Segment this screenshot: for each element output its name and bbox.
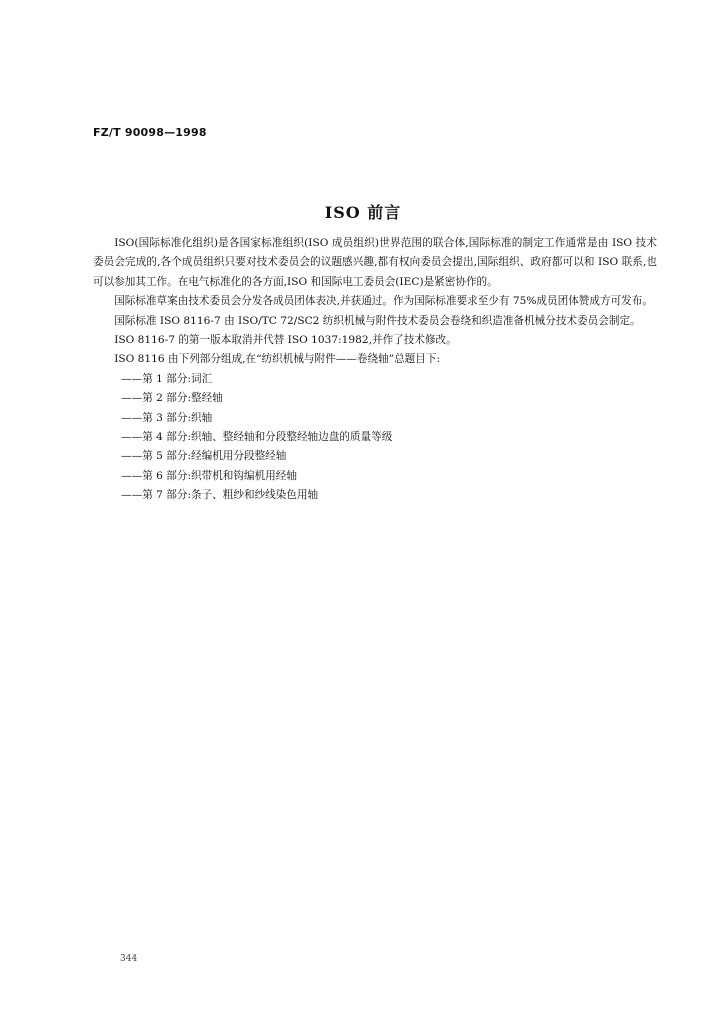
paragraph-iso-intro: ISO(国际标准化组织)是各国家标准组织(ISO 成员组织)世界范围的联合体,国际标准的制定工作通常是由 ISO 技术委员会完成的,各个成员组织只要对技术委员会的议题感兴趣,都有权向委员会提出,国际组织、政府都可以和 ISO 联系,也可以参加其工作。在电气标准化的各方面,ISO 和国际电工委员会(IEC)是紧密协作的。 [93, 237, 657, 288]
standard-code: FZ/T 90098—1998 [93, 126, 207, 139]
list-item: ——第 5 部分:经编机用分段整经轴 [121, 450, 287, 463]
paragraph-parts-intro: ISO 8116 由下列部分组成,在“纺织机械与附件——卷绕轴”总题目下: [114, 353, 441, 366]
page-number: 344 [120, 954, 138, 964]
list-item: ——第 2 部分:整经轴 [121, 392, 223, 405]
page-title: ISO 前言 [324, 203, 402, 222]
paragraph-voting: 国际标准草案由技术委员会分发各成员团体表决,并获通过。作为国际标准要求至少有 75%成员团体赞成方可发布。 [114, 295, 653, 308]
list-item: ——第 3 部分:织轴 [121, 411, 213, 424]
parts-list [93, 370, 657, 506]
foreword-body [93, 234, 657, 506]
list-item: ——第 1 部分:词汇 [121, 372, 213, 385]
list-item: ——第 4 部分:织轴、整经轴和分段整经轴边盘的质量等级 [121, 431, 393, 444]
list-item: ——第 7 部分:条子、粗纱和纱线染色用轴 [121, 489, 319, 502]
paragraph-edition: ISO 8116-7 的第一版本取消并代替 ISO 1037:1982,并作了技术修改。 [114, 334, 457, 347]
paragraph-committee: 国际标准 ISO 8116-7 由 ISO/TC 72/SC2 纺织机械与附件技术委员会卷绕和织造准备机械分技术委员会制定。 [114, 314, 641, 327]
list-item: ——第 6 部分:织带机和钩编机用经轴 [121, 469, 297, 482]
